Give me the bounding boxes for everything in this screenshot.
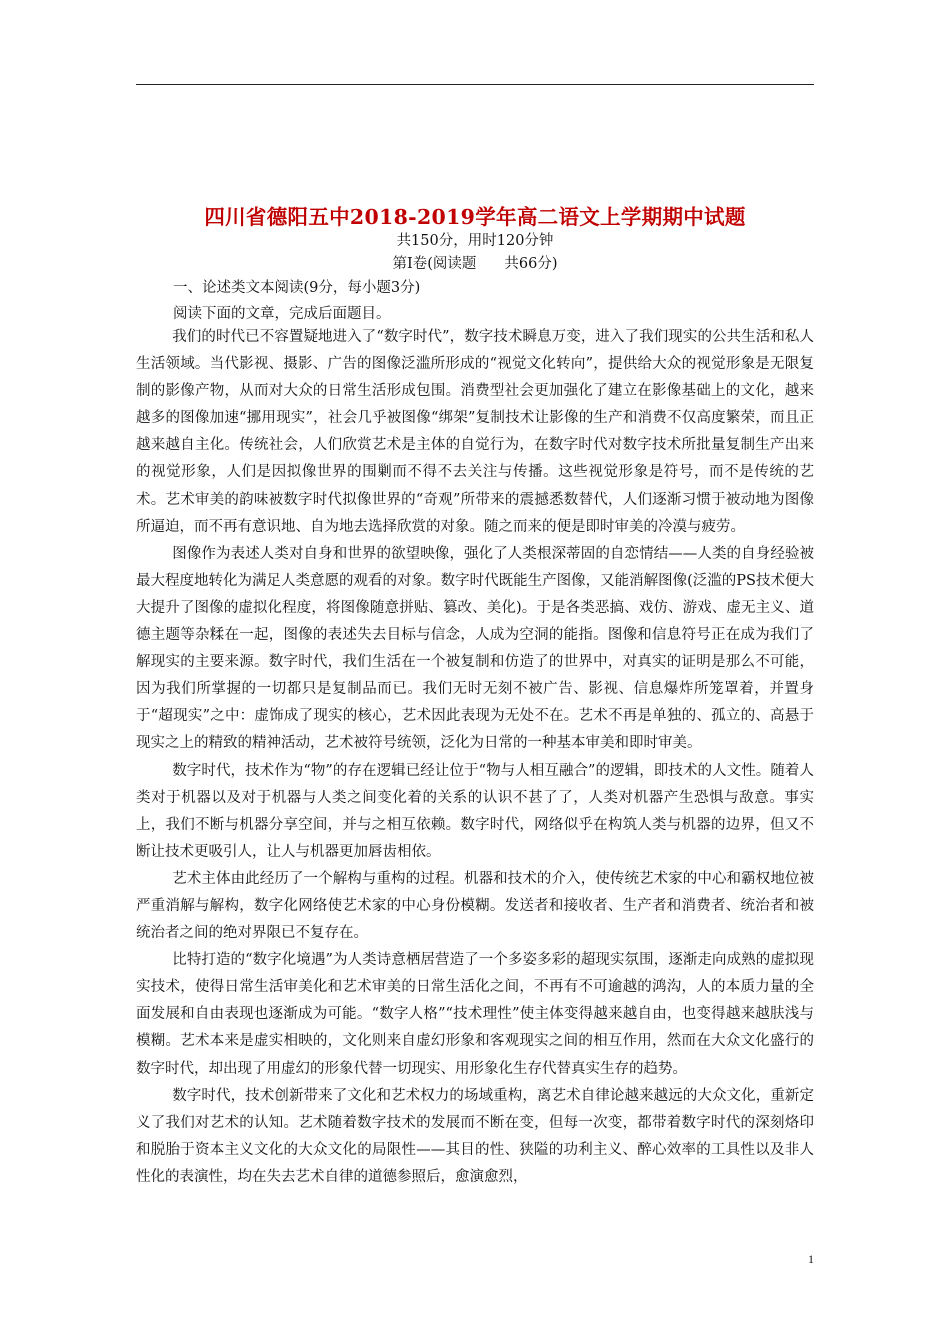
article-paragraph: 我们的时代已不容置疑地进入了“数字时代”，数字技术瞬息万变，进入了我们现实的公共生活和私人生活领域。当代影视、摄影、广告的图像泛滥所形成的“视觉文化转向”，提供给大众的视觉形象是无限复制的影像产物，从而对大众的日常生活形成包围。消费型社会更加强化了建立在影像基础上的文化，越来越多的图像加速“挪用现实”，社会几乎被图像“绑架”复制技术让影像的生产和消费不仅高度繁荣，而且正越来越自主化。传统社会，人们欣赏艺术是主体的自觉行为，在数字时代对数字技术所批量复制生产出来的视觉形象，人们是因拟像世界的围剿而不得不去关注与传播。这些视觉形象是符号，而不是传统的艺术。艺术审美的韵味被数字时代拟像世界的“奇观”所带来的震撼悉数替代，人们逐渐习惯于被动地为图像所逼迫，而不再有意识地、自为地去选择欣赏的对象。随之而来的便是即时审美的冷漠与疲劳。: [136, 329, 814, 535]
article-paragraph: 艺术主体由此经历了一个解构与重构的过程。机器和技术的介入，使传统艺术家的中心和霸权地位被严重消解与解构，数字化网络使艺术家的中心身份模糊。发送者和接收者、生产者和消费者、统治者和被统治者之间的绝对界限已不复存在。: [136, 870, 814, 942]
article-paragraph: 数字时代，技术创新带来了文化和艺术权力的场域重构，离艺术自律论越来越远的大众文化，重新定义了我们对艺术的认知。艺术随着数字技术的发展而不断在变，但每一次变，都带着数字时代的深刻烙印和脱胎于资本主义文化的大众文化的局限性——其目的性、狭隘的功利主义、醉心效率的工具性以及非人性化的表演性，均在失去艺术自律的道德参照后，愈演愈烈，: [136, 1087, 814, 1185]
volume-score: 共66分): [504, 256, 558, 272]
article-paragraph: 比特打造的“数字化境遇”为人类诗意栖居营造了一个多姿多彩的超现实氛围，逐渐走向成熟的虚拟现实技术，使得日常生活审美化和艺术审美的日常生活化之间，不再有不可逾越的鸿沟，人的本质力量的全面发展和自由表现也逐渐成为可能。“数字人格”“技术理性”使主体变得越来越自由，也变得越来越肤浅与模糊。艺术本来是虚实相映的，文化则来自虚幻形象和客观现实之间的相互作用，然而在大众文化盛行的数字时代，却出现了用虚幻的形象代替一切现实、用形象化生存代替真实生存的趋势。: [136, 952, 814, 1077]
volume-label: 第Ⅰ卷(阅读题: [392, 256, 477, 272]
section-heading: 一、论述类文本阅读(9分，每小题3分): [173, 280, 421, 296]
exam-meta: 共150分，用时120分钟: [396, 233, 554, 249]
article-paragraph: 数字时代，技术作为“物”的存在逻辑已经让位于“物与人相互融合”的逻辑，即技术的人文性。随着人类对于机器以及对于机器与人类之间变化着的关系的认识不甚了了，人类对机器产生恐惧与敌意。事实上，我们不断与机器分享空间，并与之相互依赖。数字时代，网络似乎在构筑人类与机器的边界，但又不断让技术更吸引人，让人与机器更加唇齿相依。: [136, 762, 814, 860]
reading-instruction: 阅读下面的文章，完成后面题目。: [173, 306, 391, 322]
header-rule: [136, 84, 814, 85]
article-body: [136, 324, 814, 1191]
document-title: 四川省德阳五中2018-2019学年高二语文上学期期中试题: [204, 205, 746, 229]
page-number: 1: [808, 1252, 814, 1266]
volume-heading: [0, 252, 950, 273]
article-paragraph: 图像作为表述人类对自身和世界的欲望映像，强化了人类根深蒂固的自恋情结——人类的自身经验被最大程度地转化为满足人类意愿的观看的对象。数字时代既能生产图像，又能消解图像(泛滥的PS技术便大大提升了图像的虚拟化程度，将图像随意拼贴、篡改、美化)。于是各类恶搞、戏仿、游戏、虚无主义、道德主题等杂糅在一起，图像的表述失去目标与信念，人成为空洞的能指。图像和信息符号正在成为我们了解现实的主要来源。数字时代，我们生活在一个被复制和仿造了的世界中，对真实的证明是那么不可能，因为我们所掌握的一切都只是复制品而已。我们无时无刻不被广告、影视、信息爆炸所笼罩着，并置身于“超现实”之中：虚饰成了现实的核心，艺术因此表现为无处不在。艺术不再是单独的、孤立的、高悬于现实之上的精致的精神活动，艺术被符号统领，泛化为日常的一种基本审美和即时审美。: [136, 545, 814, 752]
